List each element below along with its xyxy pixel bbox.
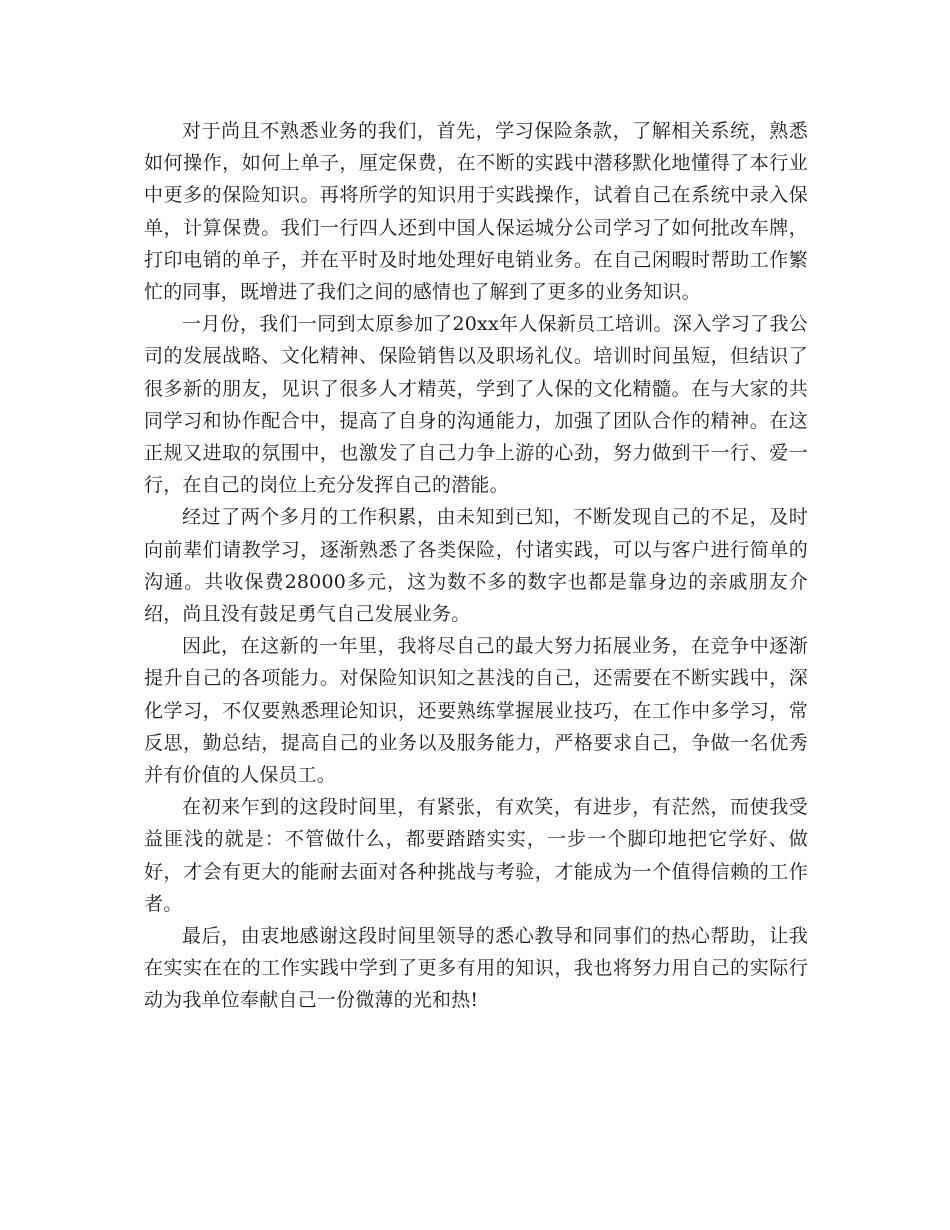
paragraph-6: 最后，由衷地感谢这段时间里领导的悉心教导和同事们的热心帮助，让我在实实在在的工作实践中学到了更多有用的知识，我也将努力用自己的实际行动为我单位奉献自己一份微薄的光和热! xyxy=(144,925,808,1012)
paragraph-5: 在初来乍到的这段时间里，有紧张，有欢笑，有进步，有茫然，而使我受益匪浅的就是：不管做什么，都要踏踏实实，一步一个脚印地把它学好、做好，才会有更大的能耐去面对各种挑战与考验，才能成为一个值得信赖的工作者。 xyxy=(144,796,808,915)
paragraph-1: 对于尚且不熟悉业务的我们，首先，学习保险条款，了解相关系统，熟悉如何操作，如何上单子，厘定保费，在不断的实践中潜移默化地懂得了本行业中更多的保险知识。再将所学的知识用于实践操作，试着自己在系统中录入保单，计算保费。我们一行四人还到中国人保运城分公司学习了如何批改车牌，打印电销的单子，并在平时及时地处理好电销业务。在自己闲暇时帮助工作繁忙的同事，既增进了我们之间的感情也了解到了更多的业务知识。 xyxy=(144,120,808,304)
paragraph-2: 一月份，我们一同到太原参加了20xx年人保新员工培训。深入学习了我公司的发展战略、文化精神、保险销售以及职场礼仪。培训时间虽短，但结识了很多新的朋友，见识了很多人才精英，学到了人保的文化精髓。在与大家的共同学习和协作配合中，提高了自身的沟通能力，加强了团队合作的精神。在这正规又进取的氛围中，也激发了自己力争上游的心劲，努力做到干一行、爱一行，在自己的岗位上充分发挥自己的潜能。 xyxy=(144,313,808,497)
paragraph-4: 因此，在这新的一年里，我将尽自己的最大努力拓展业务，在竞争中逐渐提升自己的各项能力。对保险知识知之甚浅的自己，还需要在不断实践中，深化学习，不仅要熟悉理论知识，还要熟练掌握展业技巧，在工作中多学习，常反思，勤总结，提高自己的业务以及服务能力，严格要求自己，争做一名优秀并有价值的人保员工。 xyxy=(144,635,808,787)
document-body xyxy=(144,115,808,1017)
paragraph-3: 经过了两个多月的工作积累，由未知到已知，不断发现自己的不足，及时向前辈们请教学习，逐渐熟悉了各类保险，付诸实践，可以与客户进行简单的沟通。共收保费28000多元，这为数不多的数字也都是靠身边的亲戚朋友介绍，尚且没有鼓足勇气自己发展业务。 xyxy=(144,506,808,626)
